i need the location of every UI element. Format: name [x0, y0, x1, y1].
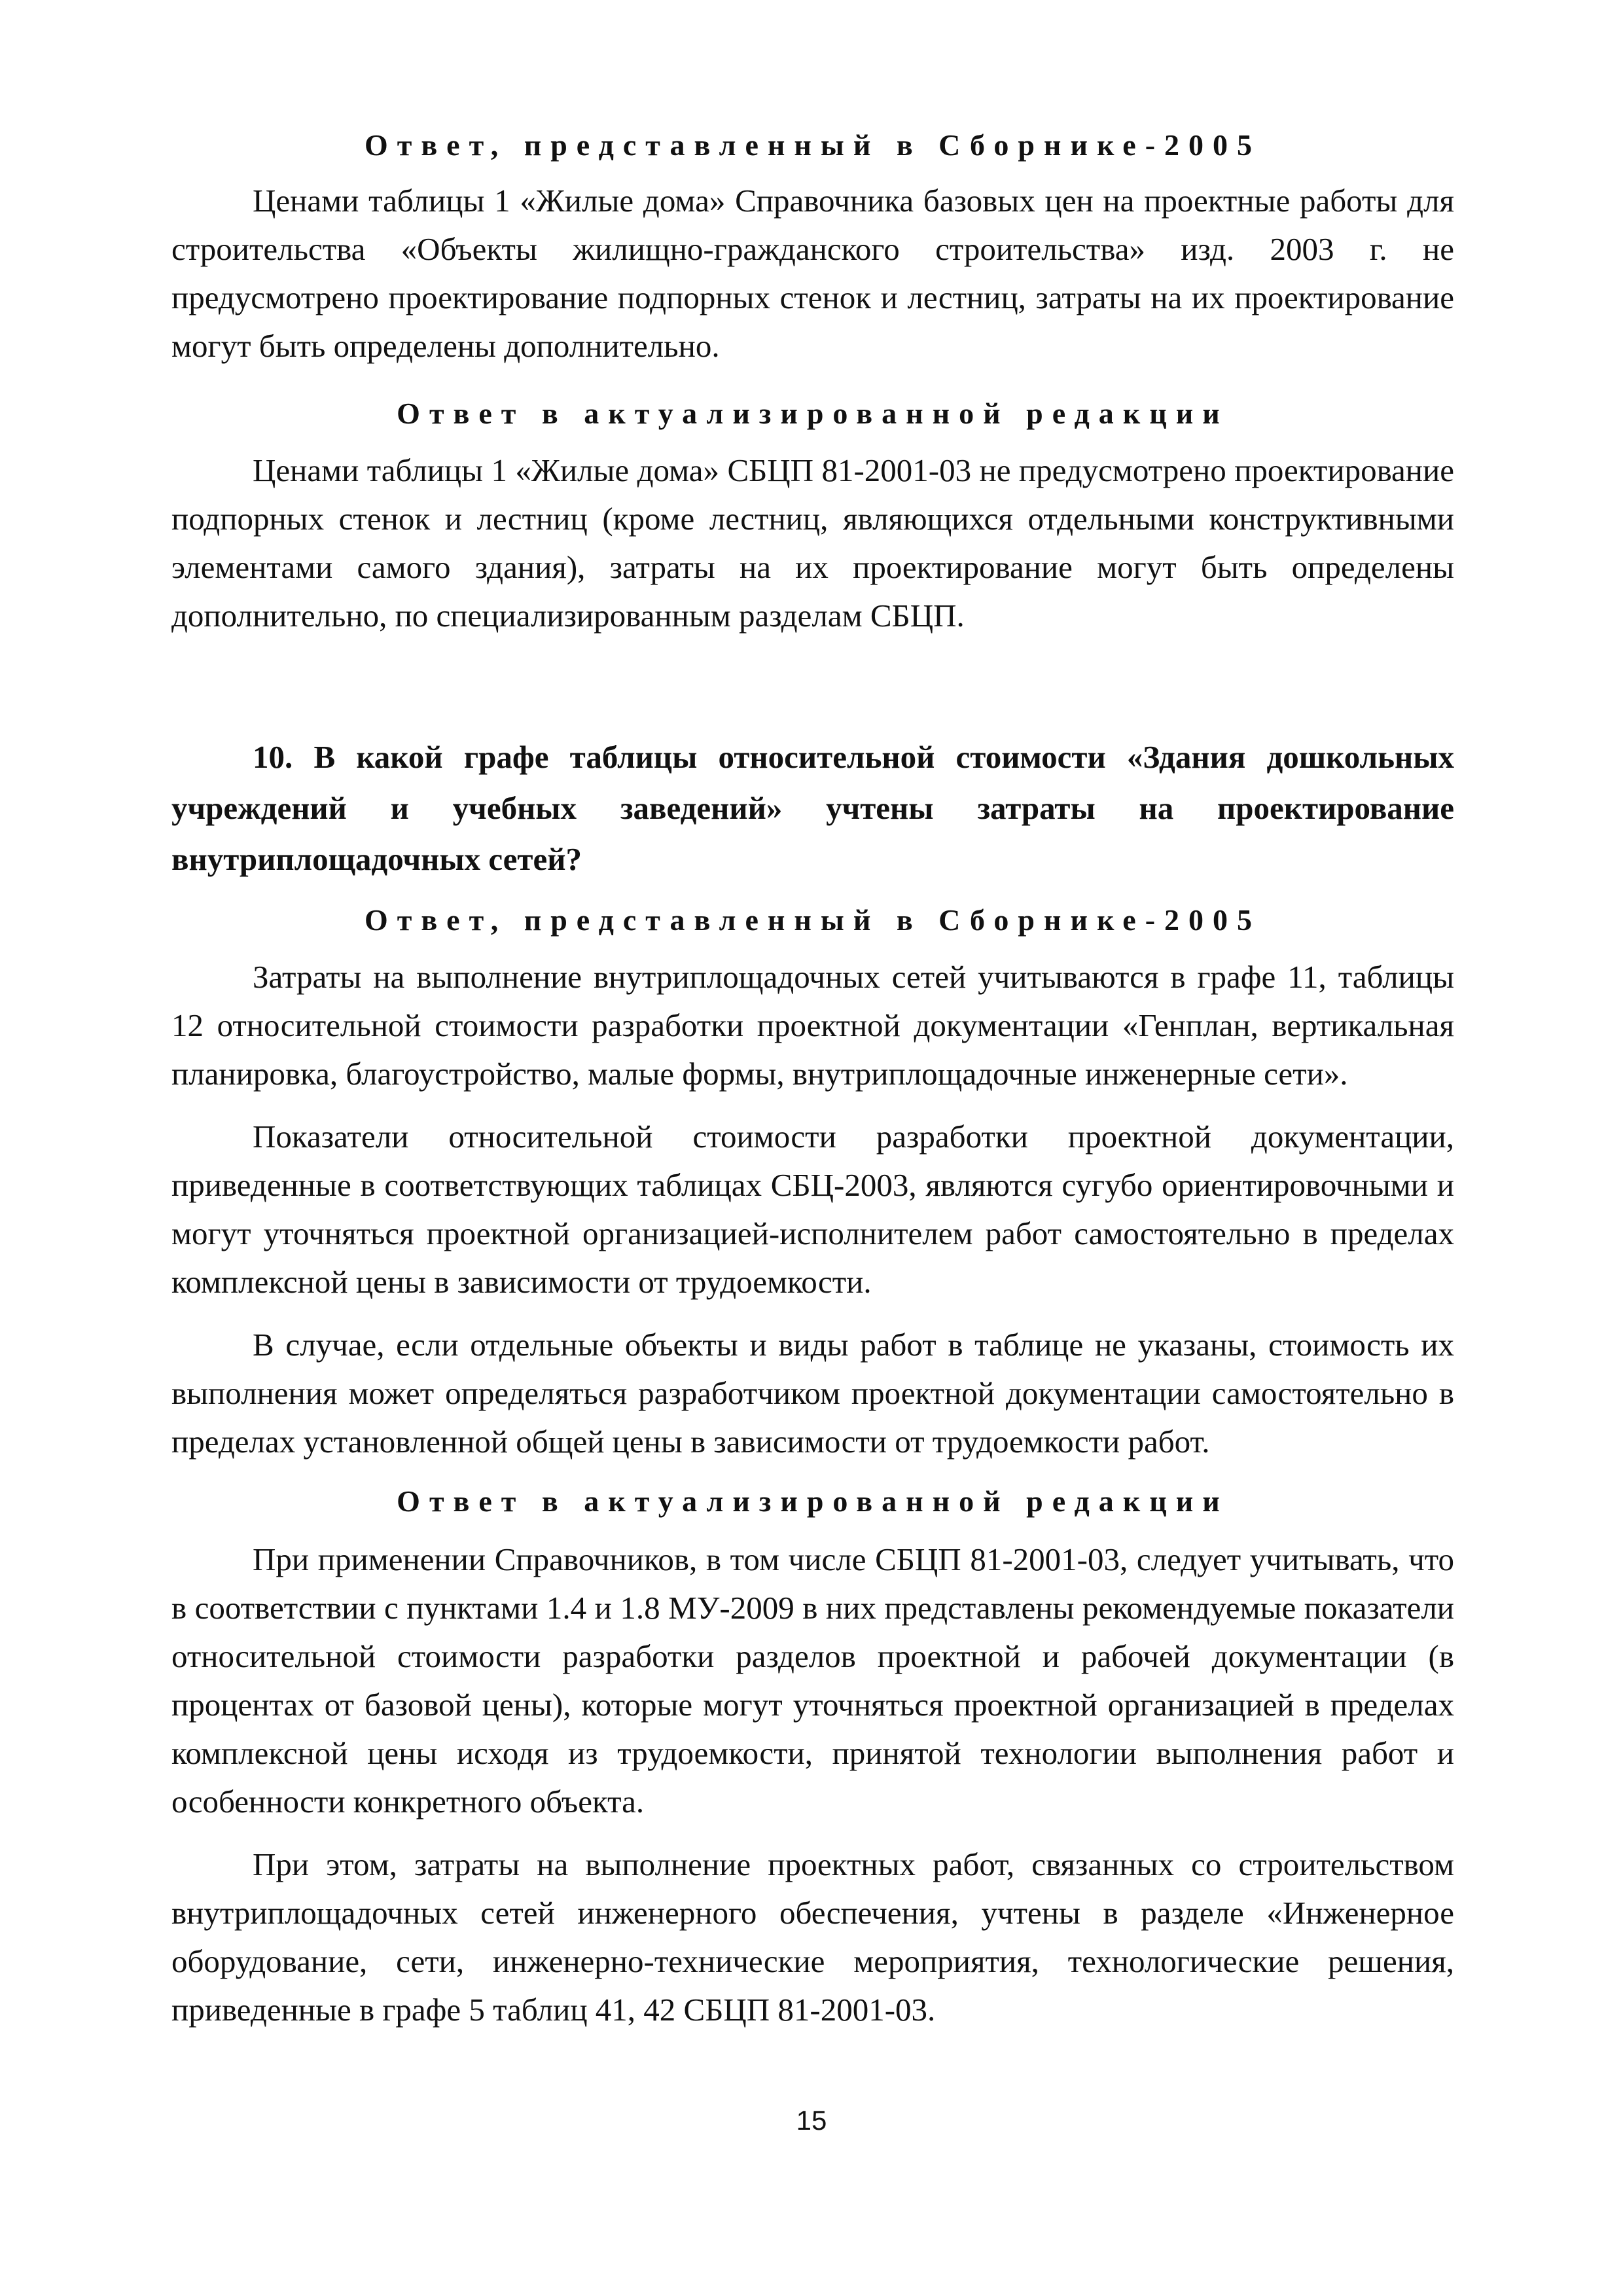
- answer-updated-q10-paragraph-2: При этом, затраты на выполнение проектных работ, связанных со строительством внутриплощадочных сетей инженерного обеспечения, учтены в разделе «Инженерное оборудование, сети, инженерно-технические мероприятия, технологические решения, приведенные в графе 5 таблиц 41, 42 СБЦП 81-2001-03.: [171, 1846, 1454, 2028]
- answer-updated-paragraph: Ценами таблицы 1 «Жилые дома» СБЦП 81-2001-03 не предусмотрено проектирование подпорных стенок и лестниц (кроме лестниц, являющихся отдельными конструктивными элементами самого здания), затраты на их проектирование могут быть определены дополнительно, по специализированным разделам СБЦП.: [171, 452, 1454, 634]
- heading-answer-2005: Ответ, представленный в Сборнике-2005: [364, 128, 1262, 162]
- heading-answer-updated: Ответ в актуализированной редакции: [397, 397, 1229, 430]
- answer-updated-q10-paragraph-1: При применении Справочников, в том числе СБЦП 81-2001-03, следует учитывать, что в соответствии с пунктами 1.4 и 1.8 МУ-2009 в них представлены рекомендуемые показатели относительной стоимости разработки разделов проектной и рабочей документации (в процентах от базовой цены), которые могут уточняться проектной организацией в пределах комплексной цены исходя из трудоемкости, принятой технологии выполнения работ и особенности конкретного объекта.: [171, 1541, 1454, 1820]
- page-content: [171, 124, 1454, 2034]
- heading-answer-2005-q10: Ответ, представленный в Сборнике-2005: [364, 903, 1262, 937]
- page-number: 15: [796, 2105, 827, 2136]
- answer-2005-q10-paragraph-1: Затраты на выполнение внутриплощадочных сетей учитываются в графе 11, таблицы 12 относительной стоимости разработки проектной документации «Генплан, вертикальная планировка, благоустройство, малые формы, внутриплощадочные инженерные сети».: [171, 959, 1454, 1092]
- answer-2005-q10-paragraph-3: В случае, если отдельные объекты и виды работ в таблице не указаны, стоимость их выполнения может определяться разработчиком проектной документации самостоятельно в пределах установленной общей цены в зависимости от трудоемкости работ.: [171, 1327, 1454, 1460]
- answer-2005-paragraph: Ценами таблицы 1 «Жилые дома» Справочника базовых цен на проектные работы для строительства «Объекты жилищно-гражданского строительства» изд. 2003 г. не предусмотрено проектирование подпорных стенок и лестниц, затраты на их проектирование могут быть определены дополнительно.: [171, 183, 1454, 364]
- heading-answer-updated-q10: Ответ в актуализированной редакции: [397, 1484, 1229, 1518]
- question-10: 10. В какой графе таблицы относительной стоимости «Здания дошкольных учреждений и учебных заведений» учтены затраты на проектирование внутриплощадочных сетей?: [171, 739, 1454, 877]
- answer-2005-q10-paragraph-2: Показатели относительной стоимости разработки проектной документации, приведенные в соответствующих таблицах СБЦ-2003, являются сугубо ориентировочными и могут уточняться проектной организацией-исполнителем работ самостоятельно в пределах комплексной цены в зависимости от трудоемкости.: [171, 1119, 1454, 1300]
